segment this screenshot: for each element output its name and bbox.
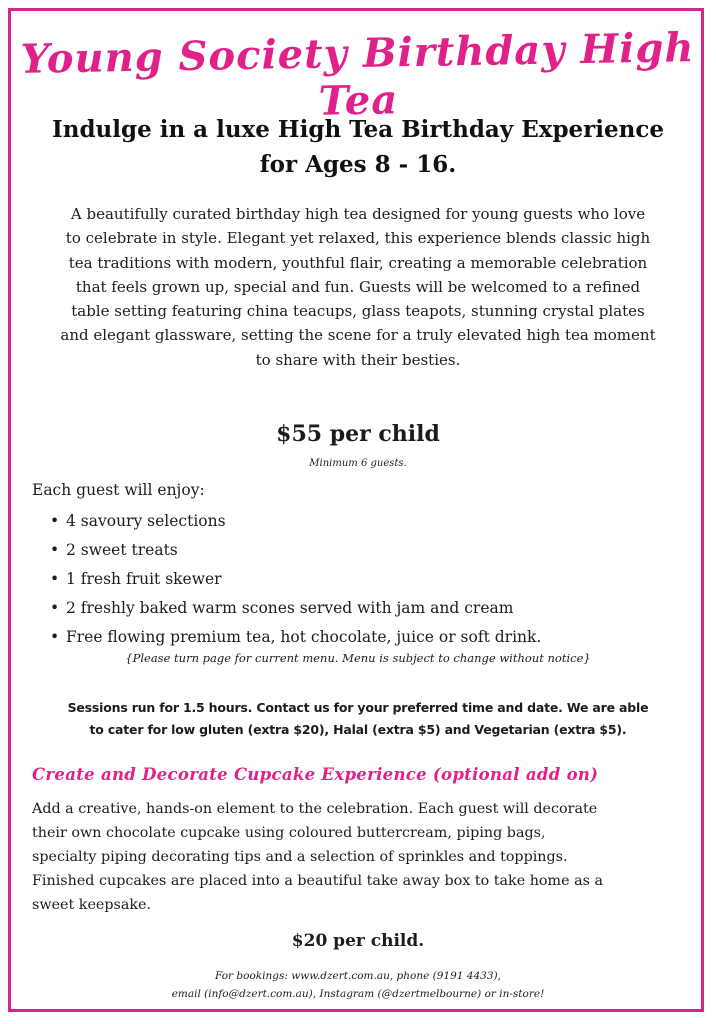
list-item-text: 2 freshly baked warm scones served with jam and cream bbox=[66, 599, 514, 617]
list-item-text: 2 sweet treats bbox=[66, 541, 178, 559]
intro-line: to share with their besties. bbox=[255, 350, 461, 369]
bookings-line: email (info@dzert.com.au), Instagram (@dzertmelbourne) or in-store! bbox=[171, 988, 545, 1000]
list-item bbox=[50, 507, 541, 536]
enjoy-heading: Each guest will enjoy: bbox=[32, 481, 205, 499]
sessions-line: Sessions run for 1.5 hours. Contact us for your preferred time and date. We are able bbox=[67, 700, 649, 715]
subtitle-line: Indulge in a luxe High Tea Birthday Experience bbox=[51, 116, 665, 143]
bookings-line: For bookings: www.dzert.com.au, phone (9191 4433), bbox=[215, 970, 501, 982]
bullet-icon: • bbox=[50, 541, 60, 559]
bullet-icon: • bbox=[50, 512, 60, 530]
intro-line: and elegant glassware, setting the scene for a truly elevated high tea moment bbox=[60, 326, 656, 345]
cupcake-line: Finished cupcakes are placed into a beautiful take away box to take home as a bbox=[32, 873, 604, 889]
minimum-guests-note: Minimum 6 guests. bbox=[309, 458, 407, 469]
cupcake-line: their own chocolate cupcake using coloured buttercream, piping bags, bbox=[32, 825, 546, 841]
list-item-text: Free flowing premium tea, hot chocolate, juice or soft drink. bbox=[66, 628, 542, 646]
subtitle-line: for Ages 8 - 16. bbox=[259, 151, 457, 178]
sessions-line: to cater for low gluten (extra $20), Halal (extra $5) and Vegetarian (extra $5). bbox=[89, 722, 627, 737]
list-item bbox=[50, 594, 541, 623]
intro-line: A beautifully curated birthday high tea designed for young guests who love bbox=[70, 205, 646, 223]
bullet-icon: • bbox=[50, 628, 60, 646]
page-title: Young Society Birthday High Tea bbox=[20, 24, 695, 125]
intro-line: tea traditions with modern, youthful flair, creating a memorable celebration bbox=[68, 253, 648, 272]
intro-line: table setting featuring china teacups, glass teapots, stunning crystal plates bbox=[71, 302, 645, 321]
intro-paragraph bbox=[30, 202, 686, 372]
bullet-icon: • bbox=[50, 599, 60, 617]
bullet-icon: • bbox=[50, 570, 60, 588]
cupcake-heading: Create and Decorate Cupcake Experience (optional add on) bbox=[32, 765, 599, 784]
cupcake-line: specialty piping decorating tips and a selection of sprinkles and toppings. bbox=[32, 849, 568, 865]
intro-line: that feels grown up, special and fun. Guests will be welcomed to a refined bbox=[75, 277, 641, 296]
cupcake-line: Add a creative, hands-on element to the celebration. Each guest will decorate bbox=[32, 801, 598, 817]
enjoy-list bbox=[50, 507, 541, 652]
cupcake-description bbox=[32, 797, 696, 917]
menu-note: {Please turn page for current menu. Menu is subject to change without notice} bbox=[125, 651, 591, 665]
list-item bbox=[50, 565, 541, 594]
price-per-child: $55 per child bbox=[276, 421, 440, 447]
cupcake-line: sweet keepsake. bbox=[32, 897, 152, 913]
bookings-info bbox=[0, 967, 716, 1003]
list-item-text: 1 fresh fruit skewer bbox=[66, 570, 222, 588]
cupcake-price: $20 per child. bbox=[291, 931, 425, 951]
intro-line: to celebrate in style. Elegant yet relaxed, this experience blends classic high bbox=[65, 229, 651, 248]
list-item bbox=[50, 623, 541, 652]
sessions-info bbox=[20, 697, 696, 741]
list-item bbox=[50, 536, 541, 565]
list-item-text: 4 savoury selections bbox=[66, 512, 226, 530]
subtitle bbox=[0, 112, 716, 182]
